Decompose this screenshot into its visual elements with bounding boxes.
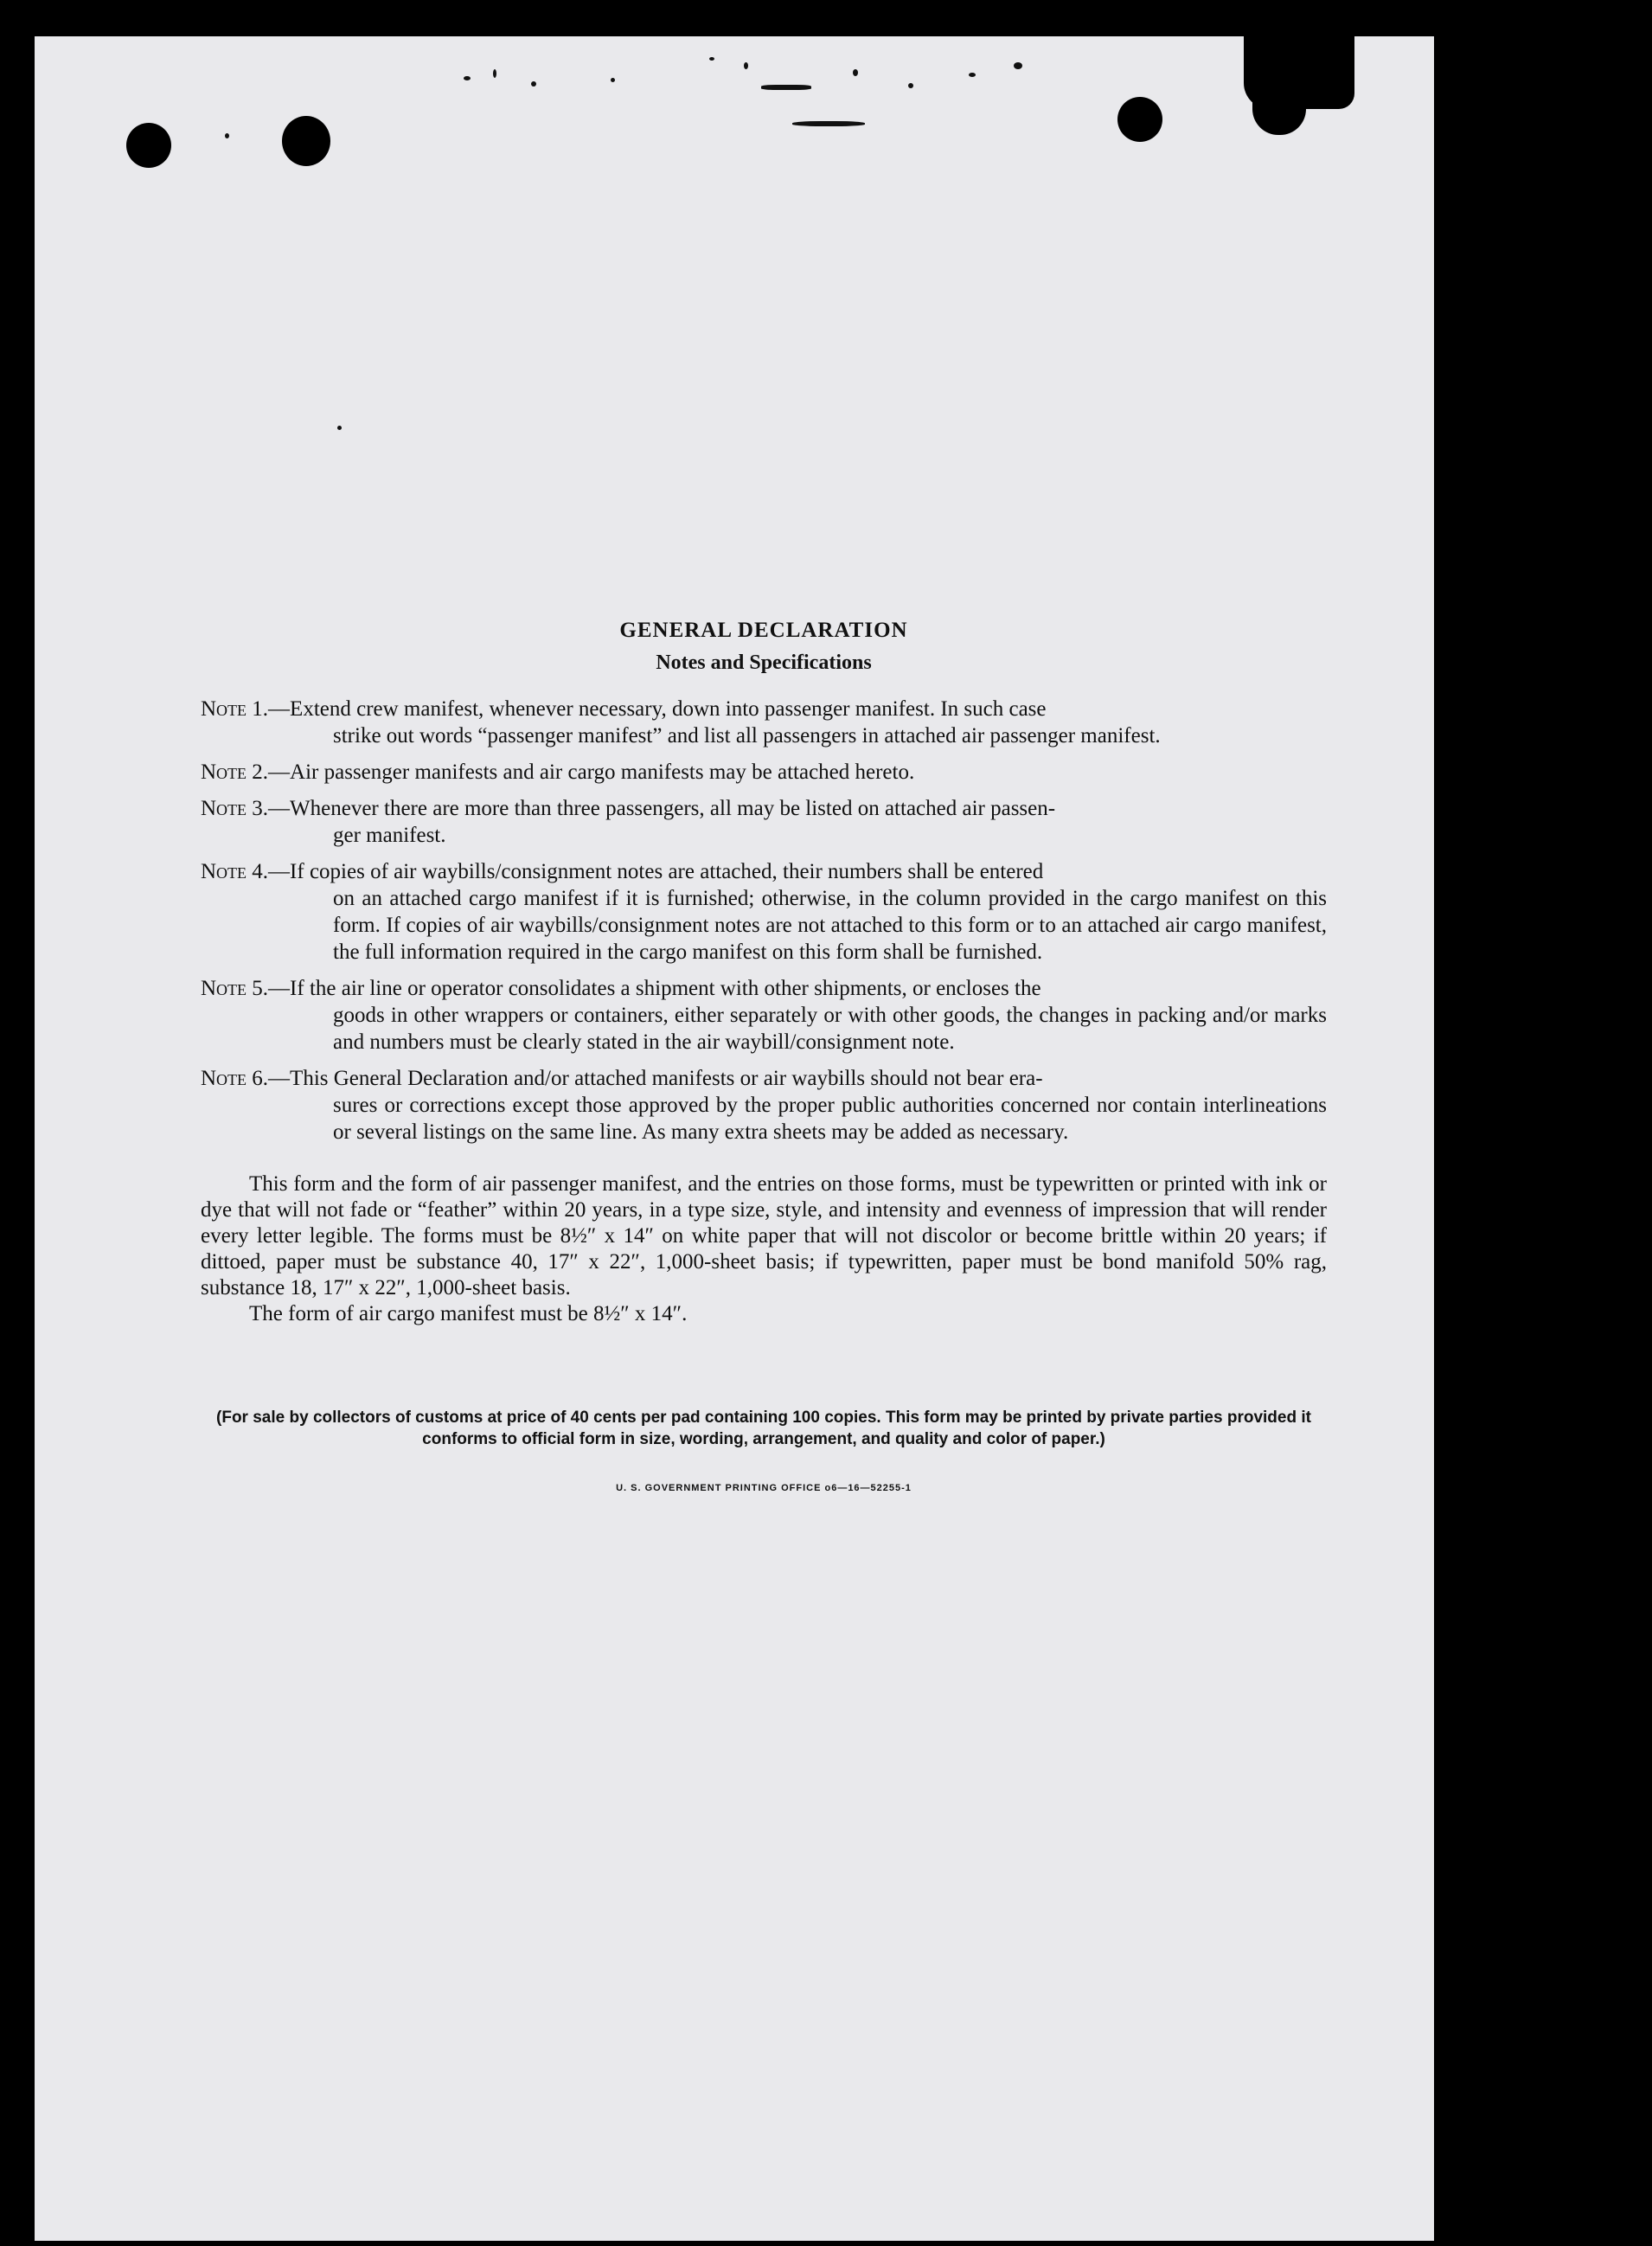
specification-paragraph: This form and the form of air passenger manifest, and the entries on those forms, must be typewritten or printed with ink or dye that will not fade or “feather” within 20 years, in a type size, style, and intensity and evenness of impression that will render every letter legible. The forms must be 8½″ x 14″ on white paper that will not discolor or become brittle within 20 years; if dittoed, paper must be substance 40, 17″ x 22″, 1,000-sheet basis; if typewritten, paper must be bond manifold 50% rag, substance 18, 17″ x 22″, 1,000-sheet basis. — [201, 1172, 1327, 1299]
ink-speck — [969, 73, 976, 77]
ink-speck — [744, 62, 748, 69]
ink-speck — [531, 81, 536, 87]
document-page — [35, 36, 1434, 2241]
sale-notice: (For sale by collectors of customs at price of 40 cents per pad containing 100 copies. This form may be printed by private parties provided it conforms to official form in size, wording, arrangement, and quality and color of paper.) — [216, 1409, 1311, 1448]
note-label: Note 2. — [201, 760, 269, 784]
note-6 — [201, 1065, 1327, 1145]
ink-speck — [493, 69, 496, 78]
notes-content — [201, 616, 1327, 1493]
note-label: Note 6. — [201, 1067, 269, 1090]
note-3 — [201, 795, 1327, 849]
note-text: —Air passenger manifests and air cargo manifests may be attached hereto. — [268, 760, 915, 784]
ink-speck — [225, 133, 229, 138]
ink-speck — [337, 426, 342, 430]
note-continuation: on an attached cargo manifest if it is furnished; otherwise, in the column provided in the cargo manifest on this form. If copies of air waybills/consignment notes are not attached to this form or to an attached air cargo manifest, the full information required in the cargo manifest on this form shall be furnished. — [333, 887, 1327, 964]
note-text: —If the air line or operator consolidates a shipment with other shipments, or encloses the — [268, 977, 1041, 1000]
punch-hole-center-left — [282, 116, 330, 166]
note-label: Note 5. — [201, 977, 269, 1000]
note-continuation: strike out words “passenger manifest” and list all passengers in attached air passenger manifest. — [333, 724, 1161, 748]
torn-corner-tail — [1252, 97, 1306, 135]
note-5 — [201, 975, 1327, 1056]
note-text: —If copies of air waybills/consignment notes are attached, their numbers shall be entered — [268, 860, 1044, 883]
ink-speck — [464, 76, 471, 80]
document-title: GENERAL DECLARATION — [619, 619, 908, 642]
note-text: —Extend crew manifest, whenever necessary, down into passenger manifest. In such case — [268, 697, 1047, 721]
cargo-manifest-size-paragraph: The form of air cargo manifest must be 8½″ x 14″. — [249, 1302, 688, 1325]
ink-speck — [709, 57, 714, 61]
note-text: —This General Declaration and/or attached manifests or air waybills should not bear era- — [268, 1067, 1043, 1090]
note-1 — [201, 696, 1327, 749]
ink-speck — [853, 69, 858, 76]
note-label: Note 1. — [201, 697, 269, 721]
note-label: Note 4. — [201, 860, 269, 883]
document-subtitle: Notes and Specifications — [656, 651, 872, 674]
ink-speck — [792, 121, 865, 126]
ink-speck — [908, 83, 913, 88]
note-continuation: sures or corrections except those approved by the proper public authorities concerned nor contain interlineations or several listings on the same line. As many extra sheets may be added as necessary. — [333, 1094, 1327, 1144]
note-4 — [201, 858, 1327, 966]
ink-speck — [761, 85, 811, 90]
note-continuation: goods in other wrappers or containers, either separately or with other goods, the changes in packing and/or marks and numbers must be clearly stated in the air waybill/consignment note. — [333, 1004, 1327, 1054]
note-2 — [201, 759, 1327, 786]
note-text: —Whenever there are more than three passengers, all may be listed on attached air passen- — [268, 797, 1056, 820]
note-label: Note 3. — [201, 797, 269, 820]
note-continuation: ger manifest. — [333, 824, 446, 847]
ink-speck — [611, 78, 615, 82]
punch-hole-right — [1117, 97, 1162, 142]
printer-imprint: U. S. GOVERNMENT PRINTING OFFICE o6—16—52255-1 — [616, 1483, 912, 1493]
ink-speck — [1014, 62, 1022, 69]
punch-hole-left — [126, 123, 171, 168]
